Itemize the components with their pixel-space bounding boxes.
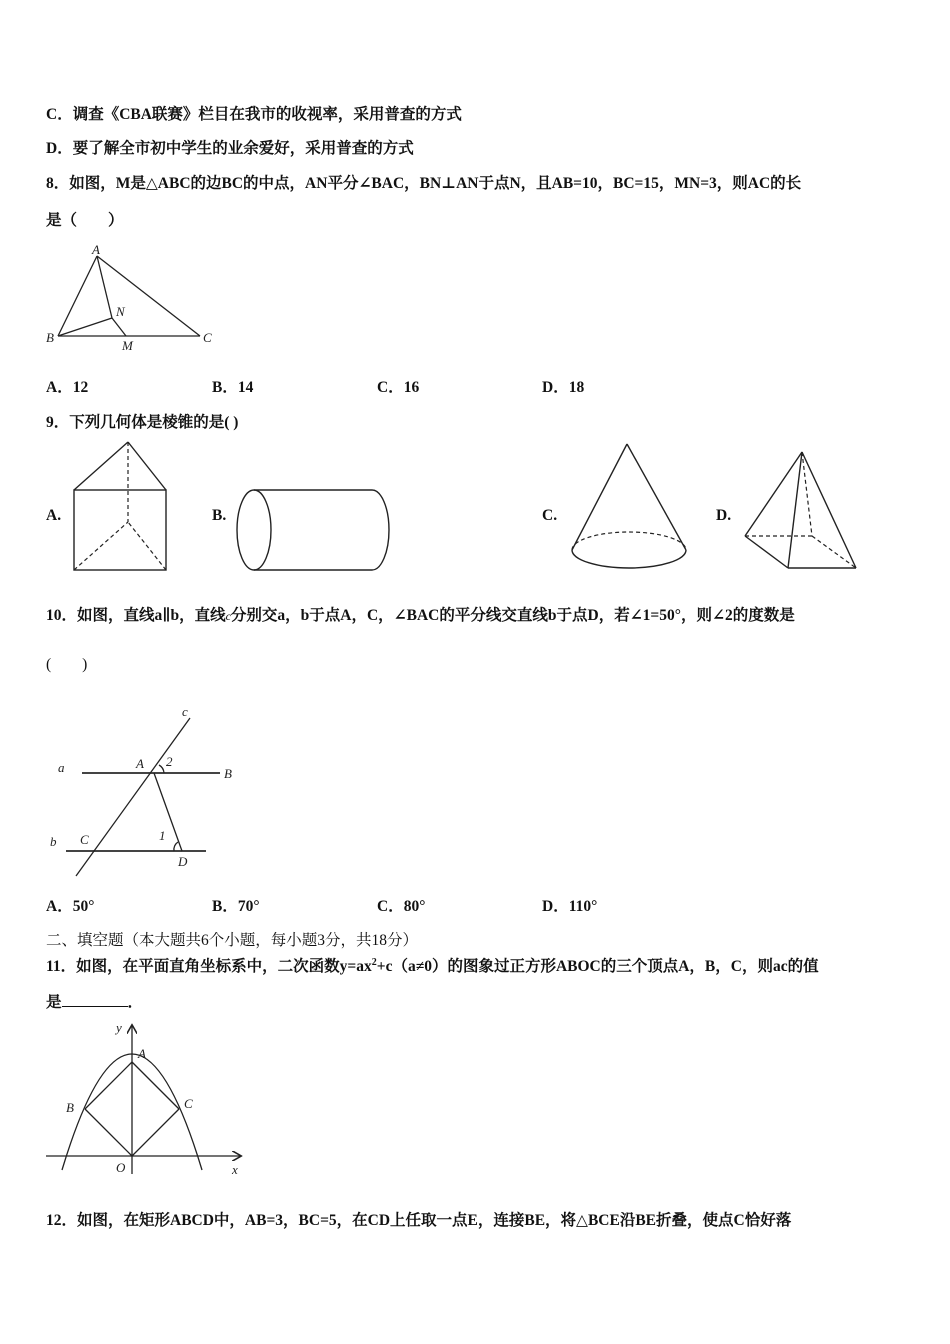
q9-prism-figure	[70, 438, 170, 574]
q10-stem-line1	[46, 603, 795, 625]
q8-stem-line1: 8．如图，M是△ABC的边BC的中点，AN平分∠BAC，BN⊥AN于点N，且AB=10，BC=15，MN=3，则AC的长	[46, 175, 802, 192]
q7-option-d: D．要了解全市初中学生的业余爱好，采用普查的方式	[46, 140, 414, 157]
q11-label-o: O	[116, 1160, 126, 1175]
q7-option-c: C．调查《CBA联赛》栏目在我市的收视率，采用普查的方式	[46, 106, 462, 123]
q10-label-a-point: A	[136, 756, 144, 771]
q10-label-angle1: 1	[159, 828, 166, 843]
q11-stem-period: ．	[127, 994, 144, 1011]
q10-label-d-point: D	[178, 854, 188, 869]
q9-cylinder-figure	[232, 484, 392, 576]
q8-label-a: A	[92, 242, 100, 257]
q8-stem-line2: 是（ ）	[46, 212, 124, 229]
q8-option-c: C．16	[377, 379, 420, 396]
q12-stem-line1: 12．如图，在矩形ABCD中，AB=3，BC=5，在CD上任取一点E，连接BE，将△BCE沿BE折叠，使点C恰好落	[46, 1212, 792, 1229]
q8-label-n: N	[116, 304, 125, 319]
q10-option-b: B．70°	[212, 898, 260, 915]
q10-label-angle2: 2	[166, 754, 173, 769]
q8-label-b: B	[46, 330, 54, 345]
q8-triangle-figure	[40, 240, 230, 355]
q10-label-c-line: c	[182, 704, 188, 719]
q10-option-d: D．110°	[542, 898, 598, 915]
q11-label-x: x	[232, 1162, 238, 1177]
q11-stem-line1	[46, 954, 819, 976]
q11-label-a: A	[138, 1046, 146, 1061]
q9-option-d-label: D.	[716, 507, 732, 524]
q10-stem-part2: 分别交a，b于点A，C，∠BAC的平分线交直线b于点D，若∠1=50°，则∠2的度数是	[230, 607, 795, 624]
q11-stem-part2: +c（a≠0）的图象过正方形ABOC的三个顶点A，B，C，则ac的值	[376, 958, 819, 975]
q11-stem-shi: 是	[46, 994, 62, 1011]
q9-option-b-label: B.	[212, 507, 227, 524]
q11-stem-line2	[46, 990, 143, 1012]
q10-label-b-line: b	[50, 834, 57, 849]
q8-option-a: A．12	[46, 379, 89, 396]
q10-stem-part1: 10．如图，直线a∥b，直线	[46, 607, 226, 624]
q10-label-a-line: a	[58, 760, 65, 775]
q8-option-d: D．18	[542, 379, 585, 396]
q11-stem-part1: 11．如图，在平面直角坐标系中，二次函数y=ax	[46, 958, 372, 975]
q9-pyramid-figure	[740, 446, 862, 574]
q11-label-c: C	[184, 1096, 193, 1111]
q11-stem-sup: 2	[371, 956, 377, 968]
q10-label-c-point: C	[80, 832, 89, 847]
q10-stem-italic-c: c	[225, 609, 231, 623]
q9-stem: 9．下列几何体是棱锥的是( )	[46, 414, 239, 431]
q10-option-a: A．50°	[46, 898, 95, 915]
q11-label-y: y	[116, 1020, 122, 1035]
q10-label-b-point: B	[224, 766, 232, 781]
q9-option-a-label: A.	[46, 507, 62, 524]
q10-option-c: C．80°	[377, 898, 426, 915]
q9-cone-figure	[566, 438, 692, 574]
q9-option-c-label: C.	[542, 507, 558, 524]
q8-label-m: M	[122, 338, 133, 353]
q11-label-b: B	[66, 1100, 74, 1115]
q10-parallel-lines-figure	[40, 700, 250, 880]
q10-stem-line2: ( )	[46, 656, 88, 673]
q11-answer-blank[interactable]	[62, 992, 128, 1007]
q8-option-b: B．14	[212, 379, 254, 396]
q11-parabola-figure	[40, 1018, 250, 1178]
q8-label-c: C	[203, 330, 212, 345]
section2-heading: 二、填空题（本大题共6个小题，每小题3分，共18分）	[46, 932, 419, 949]
